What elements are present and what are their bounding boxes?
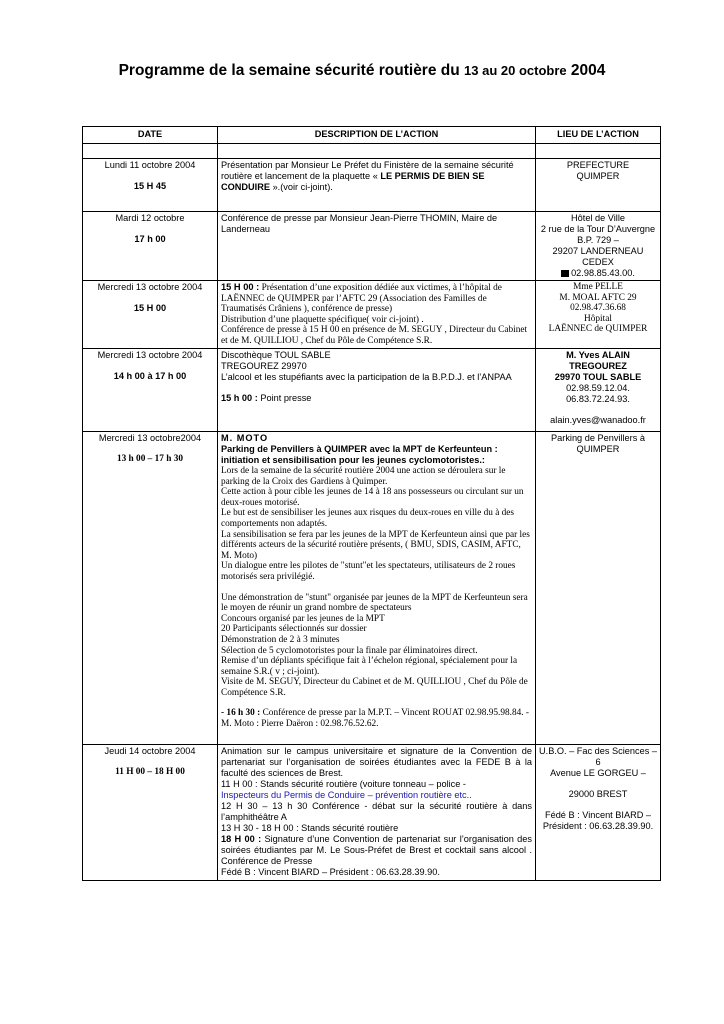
phone-line <box>539 268 657 279</box>
desc-paragraph: 12 H 30 – 13 h 30 Conférence - débat sur la sécurité routière à dans l’amphithéâtre A <box>221 801 532 822</box>
desc-line: Conférence de presse à 15 H 00 en présence de M. SEGUY , Directeur du Cabinet et de M. QUILLIOU , Chef du Pôle de Compétence S.R. <box>221 325 528 346</box>
header-row <box>83 127 661 144</box>
lieu-cell <box>536 281 661 349</box>
date-cell <box>83 745 218 881</box>
table-row <box>83 349 661 432</box>
row-date: Mercredi 13 octobre 2004 <box>97 282 203 292</box>
lieu-phone: 06.83.72.24.93. <box>566 394 630 404</box>
lieu-line: U.B.O. – Fac des Sciences – 6 <box>539 746 657 767</box>
date-cell <box>83 432 218 745</box>
desc-paragraph: 20 Participants sélectionnés sur dossier <box>221 624 367 635</box>
lieu-line: 29207 LANDERNEAU CEDEX <box>552 246 644 267</box>
telephone-icon <box>561 270 569 277</box>
table-row <box>83 281 661 349</box>
desc-time-text: Point presse <box>257 393 312 403</box>
lieu-email[interactable]: alain.yves@wanadoo.fr <box>550 415 646 425</box>
desc-paragraph: La sensibilisation se fera par les jeunes de la MPT de Kerfeunteun ainsi que par les différents acteurs de la sécurité routière présents, ( BMU, SDIS, CASIM, AFTC, M. Moto) <box>221 529 530 561</box>
table-row <box>83 159 661 212</box>
row-date: Jeudi 14 octobre 2004 <box>104 746 196 756</box>
desc-time: 15 h 00 : <box>221 393 258 403</box>
row-time: 14 h 00 à 17 h 00 <box>113 371 187 381</box>
row-time: 17 h 00 <box>134 234 166 244</box>
row-date: Mercredi 13 octobre2004 <box>98 433 202 443</box>
desc-line: L’alcool et les stupéfiants avec la participation de la B.P.D.J. et l’ANPAA <box>221 372 512 382</box>
desc-line: Présentation d’une exposition dédiée aux victimes, à l’hôpital de LAËNNEC de QUIMPER par l’AFTC 29 (Association des Familles de Traumatisés Crâniens ), conférence de presse) <box>221 283 502 315</box>
desc-paragraph: Un dialogue entre les pilotes de "stunt"et les spectateurs, utilisateurs de 2 roues motorisés sera privilégié. <box>221 561 516 582</box>
desc-paragraph: Fédé B : Vincent BIARD – Président : 06.63.28.39.90. <box>221 867 440 877</box>
lieu-line: B.P. 729 – <box>577 235 619 245</box>
date-cell <box>83 281 218 349</box>
lieu-cell <box>536 212 661 281</box>
lieu-phone: 02.98.59.12.04. <box>566 383 630 393</box>
desc-paragraph: Visite de M. SEGUY, Directeur du Cabinet et de M. QUILLIOU , Chef du Pôle de Compétence S.R. <box>221 677 528 698</box>
row-date: Mercredi 13 octobre 2004 <box>97 350 203 360</box>
row-time: 15 H 00 <box>133 303 167 313</box>
desc-paragraph: Remise d’un dépliants spécifique fait à l’échelon régional, spécialement pour la semaine S.R.( v ; ci-joint). <box>221 656 518 677</box>
lieu-line: LAËNNEC de QUIMPER <box>548 324 648 335</box>
row-time: 11 H 00 – 18 H 00 <box>115 767 185 777</box>
title-year: 2004 <box>566 62 606 79</box>
desc-line: TREGOUREZ 29970 <box>221 361 307 371</box>
description-cell <box>218 432 536 745</box>
desc-press-time: - 16 h 30 : <box>221 708 261 719</box>
row-time: 15 H 45 <box>133 181 167 191</box>
desc-time: 15 H 00 : <box>221 282 260 292</box>
desc-paragraph: Sélection de 5 cyclomotoristes pour la finale par éliminatoires direct. <box>221 645 478 656</box>
lieu-line: QUIMPER <box>576 171 620 181</box>
description-cell <box>218 745 536 881</box>
lieu-line: M. MOAL AFTC 29 02.98.47.36.68 <box>559 292 637 314</box>
description-cell <box>218 349 536 432</box>
lieu-line: PREFECTURE <box>566 160 630 170</box>
page-title <box>0 62 724 80</box>
lieu-cell <box>536 432 661 745</box>
header-date: DATE <box>83 127 218 144</box>
desc-paragraph: Démonstration de 2 à 3 minutes <box>221 634 340 645</box>
lieu-line: Hôtel de Ville <box>571 213 625 223</box>
description-cell <box>218 159 536 212</box>
desc-text: Présentation par Monsieur Le Préfet du Finistère de la semaine sécurité routière et lancement de la plaquette « <box>221 160 514 181</box>
lieu-line: 29000 BREST <box>568 789 628 799</box>
lieu-cell <box>536 745 661 881</box>
lieu-cell <box>536 159 661 212</box>
lieu-contact: M. Yves ALAIN <box>566 350 630 360</box>
lieu-line: Mme PELLE <box>573 282 623 292</box>
desc-heading: M. MOTO <box>221 433 269 443</box>
program-table <box>82 126 661 881</box>
row-time: 13 h 00 – 17 h 30 <box>116 454 184 464</box>
desc-paragraph: Signature d’une Convention de partenariat sur l’organisation des soirées étudiantes par M. Le Sous-Préfet de Brest et cocktail sans alcool . Conférence de Presse <box>221 834 532 866</box>
table-row <box>83 745 661 881</box>
desc-paragraph: 11 H 00 : Stands sécurité routière (voiture tonneau – police - <box>221 779 466 789</box>
desc-press-text: Conférence de presse par la M.P.T. – Vincent ROUAT 02.98.95.98.84. - M. Moto : Pierre Daëron : 02.98.76.52.62. <box>221 708 530 730</box>
desc-subheading: Parking de Penvillers à QUIMPER avec la MPT de Kerfeunteun : initiation et sensibilisation pour les jeunes cyclomotoristes.: <box>221 444 498 465</box>
desc-paragraph: Animation sur le campus universitaire et signature de la Convention de partenariat sur l’organisation de soirées étudiantes avec la FEDE B à la faculté des sciences de Brest. <box>221 746 532 778</box>
lieu-phone: 02.98.85.43.00. <box>571 268 635 278</box>
header-lieu: LIEU DE L’ACTION <box>536 127 661 144</box>
lieu-cell <box>536 349 661 432</box>
desc-paragraph: Une démonstration de "stunt" organisée par jeunes de la MPT de Kerfeunteun sera le moyen de réunir un grand nombre de spectateurs <box>221 592 528 614</box>
desc-paragraph: Le but est de sensibiliser les jeunes aux risques du deux-roues en ville du à des comportements non adaptés. <box>221 508 515 529</box>
desc-line: Discothèque TOUL SABLE <box>221 350 331 360</box>
lieu-line: Président : 06.63.28.39.90. <box>542 821 654 831</box>
lieu-line: Parking de Penvillers à <box>551 433 645 443</box>
desc-paragraph: Cette action à pour cible les jeunes de 14 à 18 ans possesseurs ou circulant sur un deux-roues motorisé. <box>221 487 524 508</box>
desc-end: ».(voir ci-joint). <box>270 182 333 192</box>
lieu-line: Fédé B : Vincent BIARD – <box>544 810 652 820</box>
lieu-line: Hôpital <box>584 313 612 324</box>
lieu-line: 29970 TOUL SABLE <box>554 372 642 382</box>
title-dates: 13 au 20 octobre <box>464 63 567 78</box>
lieu-line: Avenue LE GORGEU – <box>550 768 646 778</box>
lieu-line: TREGOUREZ <box>569 361 627 371</box>
title-main: Programme de la semaine sécurité routière du <box>118 62 465 79</box>
table-row <box>83 212 661 281</box>
date-cell <box>83 349 218 432</box>
header-description: DESCRIPTION DE L’ACTION <box>218 127 536 144</box>
date-cell <box>83 159 218 212</box>
spacer-row <box>83 144 661 159</box>
date-cell <box>83 212 218 281</box>
lieu-line: QUIMPER <box>576 444 620 454</box>
description-cell: Conférence de presse par Monsieur Jean-Pierre THOMIN, Maire de Landerneau <box>218 212 536 281</box>
lieu-line: 2 rue de la Tour D’Auvergne <box>540 224 656 234</box>
desc-paragraph: Lors de la semaine de la sécurité routière 2004 une action se déroulera sur le parking de la Croix des Gardiens à Quimper. <box>221 466 506 487</box>
desc-paragraph: Concours organisé par les jeunes de la MPT <box>221 613 385 624</box>
desc-time: 18 H 00 : <box>221 834 262 844</box>
row-date: Mardi 12 octobre <box>115 213 185 223</box>
description-cell <box>218 281 536 349</box>
desc-link-text: Inspecteurs du Permis de Conduire – prévention routière etc.. <box>221 790 472 800</box>
desc-bold: LE PERMIS DE BIEN SE CONDUIRE <box>221 171 485 192</box>
row-date: Lundi 11 octobre 2004 <box>104 160 196 170</box>
desc-paragraph: 13 H 30 - 18 H 00 : Stands sécurité routière <box>221 823 399 833</box>
desc-line: Distribution d’une plaquette spécifique( voir ci-joint) . <box>221 314 424 325</box>
table-row <box>83 432 661 745</box>
